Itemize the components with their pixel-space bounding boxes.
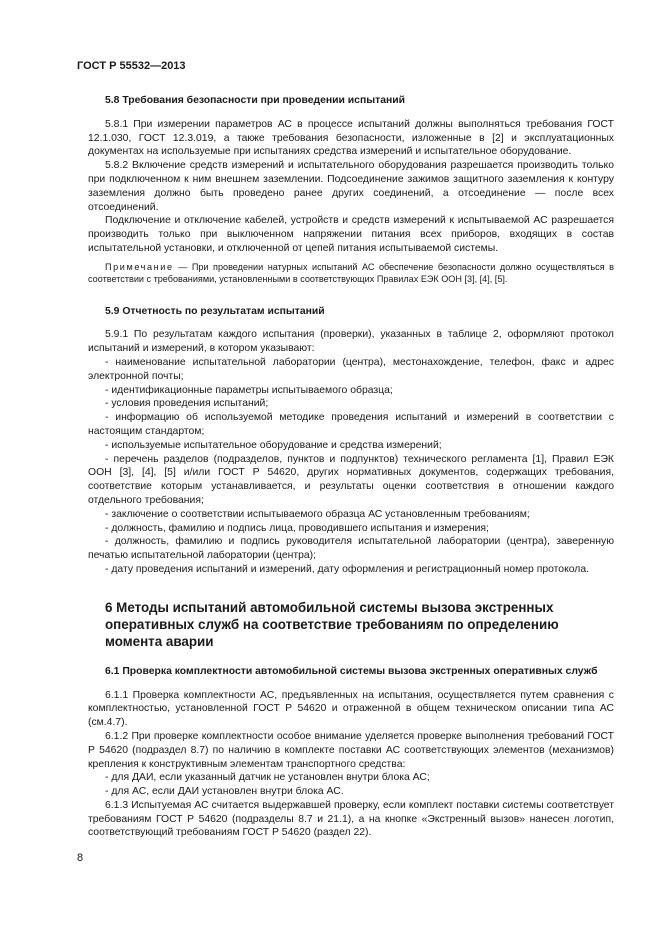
list-item: - для ДАИ, если указанный датчик не установлен внутри блока АС; (105, 772, 430, 784)
note-5-8 (88, 261, 614, 286)
paragraph-5-8-3: Подключение и отключение кабелей, устройств и средств измерений к испытываемой АС разрешается производить только при выключенном напряжении питания всех приборов, входящих в состав испытательной установки, и отключенной от цепей питания испытываемой системы. (88, 215, 614, 254)
note-label: Примечание (105, 261, 174, 272)
section-5-8-title: 5.8 Требования безопасности при проведении испытаний (105, 95, 406, 106)
list-item: - перечень разделов (подразделов, пунктов и подпунктов) технического регламента [1], Правил ЕЭК ООН [3], [4], [5] и/или ГОСТ Р 54620, других нормативных документов, содержащих требования, соответствие которым устанавливается, и результаты оценки соответствия в отношении каждого отдельного требования; (88, 453, 614, 506)
list-item: - для АС, если ДАИ установлен внутри блока АС. (105, 786, 344, 798)
section-5-9-title: 5.9 Отчетность по результатам испытаний (105, 305, 325, 317)
list-item: - должность, фамилию и подпись руководителя испытательной лаборатории (центра), заверенную печатью испытательной лаборатории (центра); (88, 536, 614, 562)
paragraph-6-1-3: 6.1.3 Испытуемая АС считается выдержавшей проверку, если комплект поставки системы соответствует требованиям ГОСТ Р 54620 (подразделы 8.7 и 21.1), а на кнопке «Экстренный вызов» нанесен логотип, соответствующий требованиям ГОСТ Р 54620 (раздел 22). (88, 799, 614, 839)
note-text: — При проведении натурных испытаний АС обеспечение безопасности должно осуществляться в соответствии с требованиями, установленными в соответствующих Правилах ЕЭК ООН [3], [4], [5]. (88, 261, 614, 285)
list-item: - информацию об используемой методике проведения испытаний и измерений в соответствии с настоящим стандартом; (88, 412, 614, 437)
list-item: - наименование испытательной лаборатории (центра), местонахождение, телефон, факс и адрес электронной почты; (88, 356, 614, 382)
paragraph-6-1-1: 6.1.1 Проверка комплектности АС, предъявленных на испытания, осуществляется путем сравнения с комплектностью, установленной ГОСТ Р 54620 и отраженной в общем техническом описании типа АС (см.4.7). (88, 689, 614, 729)
paragraph-5-8-2: 5.8.2 Включение средств измерений и испытательного оборудования разрешается производить только при подключенном к ним внешнем заземлении. Подсоединение зажимов защитного заземления к контуру заземления должно быть проведено ранее других соединений, а отсоединение — после всех отсоединений. (88, 160, 614, 213)
list-item: - используемые испытательное оборудование и средства измерений; (105, 439, 442, 451)
chapter-6-title: 6 Методы испытаний автомобильной системы вызова экстренных оперативных служб на соответствие требованиям по определению момента аварии (105, 599, 559, 649)
list-item: - заключение о соответствии испытываемого образца АС установленным требованиям; (105, 508, 530, 520)
paragraph-5-9-1: 5.9.1 По результатам каждого испытания (проверки), указанных в таблице 2, оформляют протокол испытаний и измерений, в котором указывают: (88, 329, 614, 355)
page-content (88, 94, 614, 840)
standard-header: ГОСТ Р 55532—2013 (77, 60, 186, 72)
list-item: - дату проведения испытаний и измерений, дату оформления и регистрационный номер протокола. (105, 563, 590, 575)
list-item: - условия проведения испытаний; (105, 398, 269, 410)
paragraph-6-1-2: 6.1.2 При проверке комплектности особое внимание уделяется проверке выполнения требований ГОСТ Р 54620 (подраздел 8.7) по наличию в комплекте поставки АС соответствующих элементов (механизмов) крепления к конструктивным элементам транспортного средства: (88, 730, 614, 770)
paragraph-5-8-1: 5.8.1 При измерении параметров АС в процессе испытаний должны выполняться требования ГОСТ 12.1.030, ГОСТ 12.3.019, а также требования безопасности, изложенные в [2] и эксплуатационных документах на используемые при испытаниях средства измерений и испытательное оборудование. (88, 118, 614, 158)
list-item: - должность, фамилию и подпись лица, проводившего испытания и измерения; (105, 522, 489, 534)
page-number: 8 (77, 852, 84, 864)
list-item: - идентификационные параметры испытываемого образца; (105, 384, 393, 396)
section-6-1-title: 6.1 Проверка комплектности автомобильной системы вызова экстренных оперативных служб (105, 665, 598, 677)
